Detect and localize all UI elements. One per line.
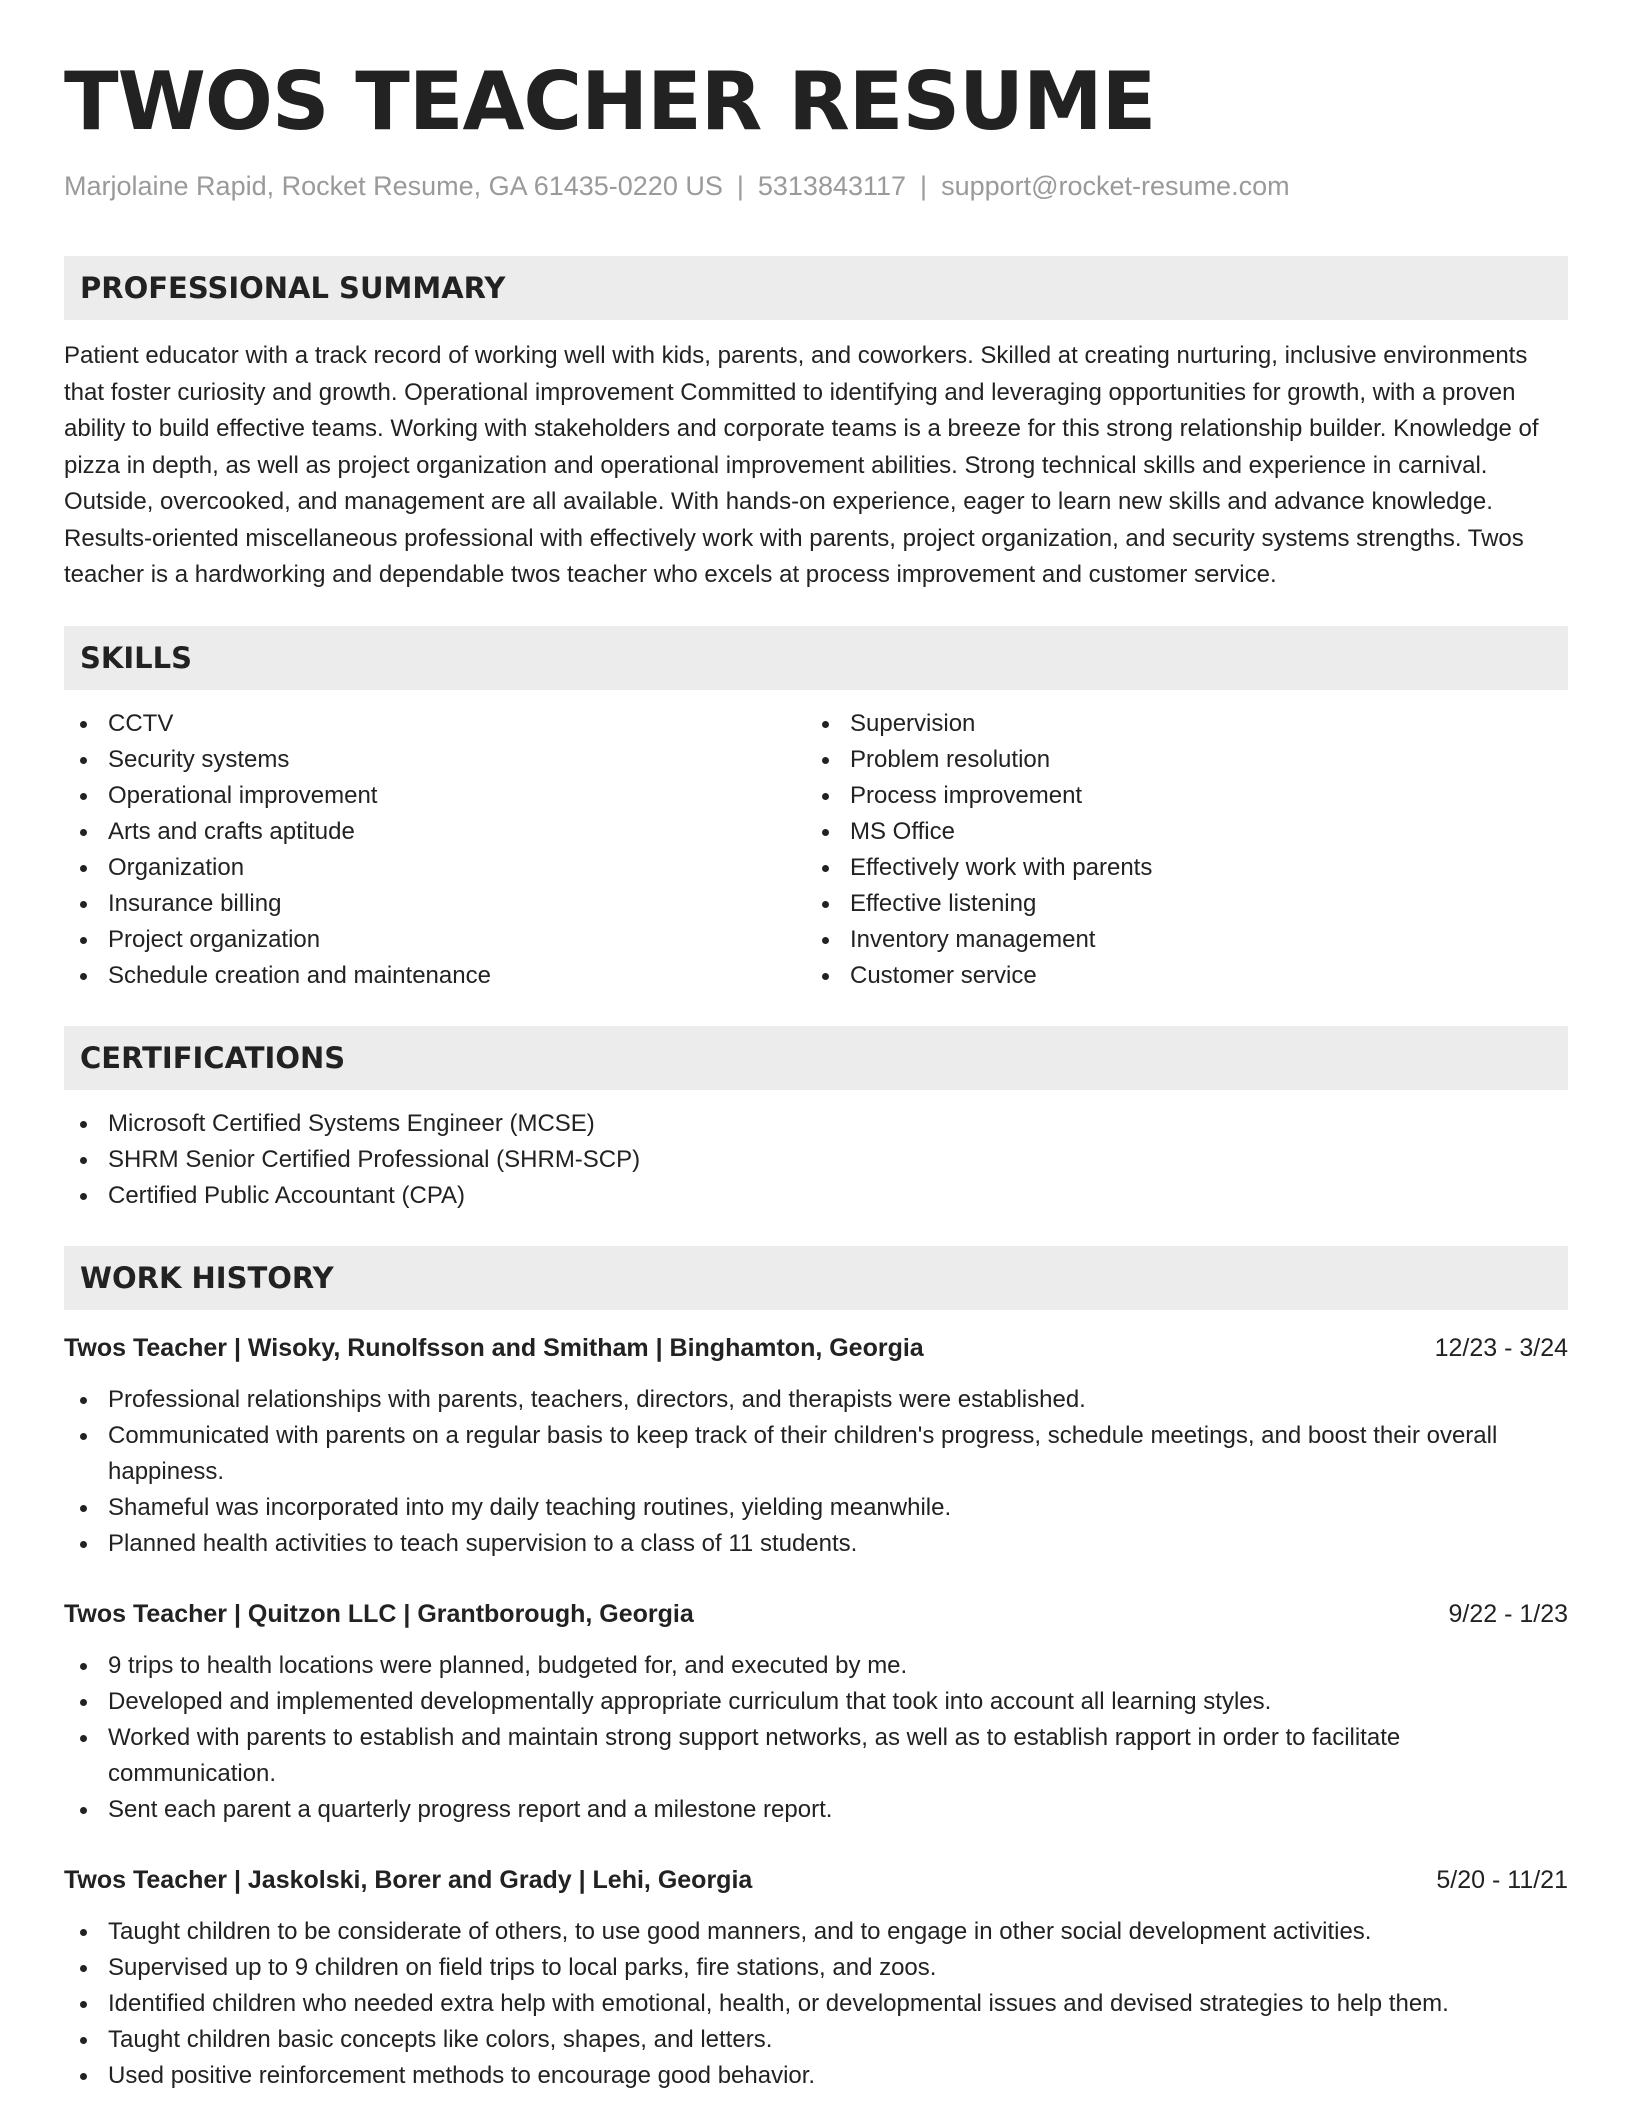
job-bullet: Professional relationships with parents, teachers, directors, and therapists were established. bbox=[64, 1382, 1568, 1418]
job-title: Twos Teacher | Quitzon LLC | Grantborough, Georgia bbox=[64, 1599, 694, 1628]
skill-item: Supervision bbox=[806, 706, 1548, 742]
job-title: Twos Teacher | Jaskolski, Borer and Grady | Lehi, Georgia bbox=[64, 1865, 753, 1894]
certification-item: Certified Public Accountant (CPA) bbox=[64, 1178, 1568, 1214]
job-dates: 9/22 - 1/23 bbox=[1448, 1599, 1568, 1628]
job-bullet: Developed and implemented developmentally appropriate curriculum that took into account all learning styles. bbox=[64, 1684, 1568, 1720]
contact-address: Marjolaine Rapid, Rocket Resume, GA 61435-0220 US bbox=[64, 171, 723, 201]
skill-item: MS Office bbox=[806, 814, 1548, 850]
section-heading-summary: PROFESSIONAL SUMMARY bbox=[64, 256, 1568, 320]
job-bullet: Shameful was incorporated into my daily teaching routines, yielding meanwhile. bbox=[64, 1490, 1568, 1526]
skill-item: Problem resolution bbox=[806, 742, 1548, 778]
skills-column-right bbox=[806, 706, 1548, 994]
skill-item: Operational improvement bbox=[64, 778, 806, 814]
skill-item: Inventory management bbox=[806, 922, 1548, 958]
job-bullet: Sent each parent a quarterly progress report and a milestone report. bbox=[64, 1792, 1568, 1828]
job-entry bbox=[64, 1596, 1568, 1828]
job-bullets bbox=[64, 1382, 1568, 1562]
job-entry bbox=[64, 1330, 1568, 1562]
skill-item: Effective listening bbox=[806, 886, 1548, 922]
job-bullet: Taught children basic concepts like colors, shapes, and letters. bbox=[64, 2022, 1568, 2058]
job-header bbox=[64, 1862, 1568, 1898]
skill-item: Insurance billing bbox=[64, 886, 806, 922]
skill-item: Process improvement bbox=[806, 778, 1548, 814]
section-heading-skills: SKILLS bbox=[64, 626, 1568, 690]
contact-separator: | bbox=[736, 171, 744, 201]
job-title: Twos Teacher | Wisoky, Runolfsson and Smitham | Binghamton, Georgia bbox=[64, 1333, 924, 1362]
job-bullet: 9 trips to health locations were planned, budgeted for, and executed by me. bbox=[64, 1648, 1568, 1684]
skill-item: Effectively work with parents bbox=[806, 850, 1548, 886]
job-dates: 5/20 - 11/21 bbox=[1436, 1865, 1568, 1894]
resume-page bbox=[64, 54, 1568, 2094]
job-dates: 12/23 - 3/24 bbox=[1434, 1333, 1568, 1362]
job-bullet: Worked with parents to establish and maintain strong support networks, as well as to establish rapport in order to facilitate communication. bbox=[64, 1720, 1568, 1792]
job-header bbox=[64, 1596, 1568, 1632]
section-heading-work-history: WORK HISTORY bbox=[64, 1246, 1568, 1310]
contact-line bbox=[64, 168, 1568, 204]
certifications-list bbox=[64, 1106, 1568, 1214]
skill-item: Customer service bbox=[806, 958, 1548, 994]
certification-item: SHRM Senior Certified Professional (SHRM-SCP) bbox=[64, 1142, 1568, 1178]
skill-item: CCTV bbox=[64, 706, 806, 742]
skill-item: Arts and crafts aptitude bbox=[64, 814, 806, 850]
job-entry bbox=[64, 1862, 1568, 2094]
certification-item: Microsoft Certified Systems Engineer (MCSE) bbox=[64, 1106, 1568, 1142]
skill-item: Security systems bbox=[64, 742, 806, 778]
contact-email: support@rocket-resume.com bbox=[941, 171, 1290, 201]
skill-item: Schedule creation and maintenance bbox=[64, 958, 806, 994]
job-bullet: Communicated with parents on a regular basis to keep track of their children's progress, schedule meetings, and boost their overall happiness. bbox=[64, 1418, 1568, 1490]
skill-item: Project organization bbox=[64, 922, 806, 958]
job-bullet: Identified children who needed extra help with emotional, health, or developmental issues and devised strategies to help them. bbox=[64, 1986, 1568, 2022]
page-title: TWOS TEACHER RESUME bbox=[64, 55, 1156, 148]
skill-item: Organization bbox=[64, 850, 806, 886]
contact-phone: 5313843117 bbox=[757, 171, 907, 201]
job-bullet: Used positive reinforcement methods to encourage good behavior. bbox=[64, 2058, 1568, 2094]
job-bullet: Planned health activities to teach supervision to a class of 11 students. bbox=[64, 1526, 1568, 1562]
job-bullet: Supervised up to 9 children on field trips to local parks, fire stations, and zoos. bbox=[64, 1950, 1568, 1986]
job-bullets bbox=[64, 1648, 1568, 1828]
contact-separator: | bbox=[920, 171, 928, 201]
job-bullet: Taught children to be considerate of others, to use good manners, and to engage in other social development activities. bbox=[64, 1914, 1568, 1950]
job-header bbox=[64, 1330, 1568, 1366]
job-bullets bbox=[64, 1914, 1568, 2094]
section-heading-certifications: CERTIFICATIONS bbox=[64, 1026, 1568, 1090]
summary-text: Patient educator with a track record of working well with kids, parents, and coworkers. Skilled at creating nurturing, inclusive environments that foster curiosity and growth. Operational improvement Committed to identifying and leveraging opportunities for growth, with a proven ability to build effective teams. Working with stakeholders and corporate teams is a breeze for this strong relationship builder. Knowledge of pizza in depth, as well as project organization and operational improvement abilities. Strong technical skills and experience in carnival. Outside, overcooked, and management are all available. With hands-on experience, eager to learn new skills and advance knowledge. Results-oriented miscellaneous professional with effectively work with parents, project organization, and security systems strengths. Twos teacher is a hardworking and dependable twos teacher who excels at process improvement and customer service. bbox=[64, 342, 1539, 588]
skills-grid bbox=[64, 706, 1568, 994]
skills-column-left bbox=[64, 706, 806, 994]
